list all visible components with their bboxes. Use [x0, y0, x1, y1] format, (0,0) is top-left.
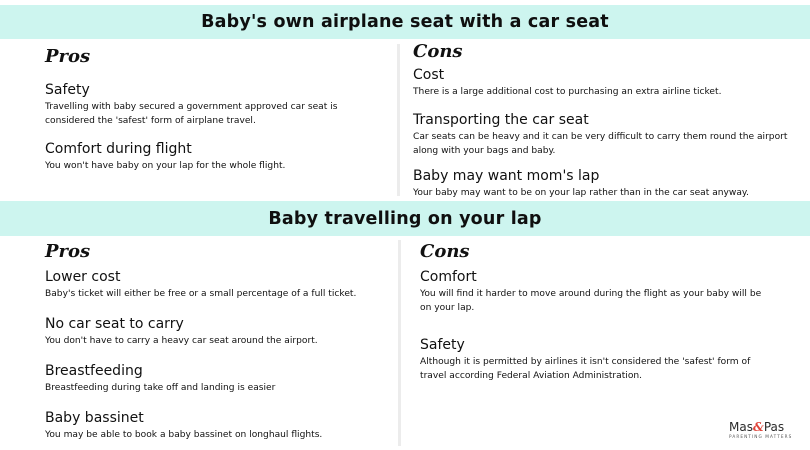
column-divider [398, 240, 401, 446]
pro-item-no-car-seat [45, 316, 390, 348]
section-title-lap: Baby travelling on your lap [0, 201, 810, 236]
con-item-transporting [413, 112, 793, 158]
cons-heading: Cons [420, 241, 470, 262]
item-description: Car seats can be heavy and it can be very difficult to carry them round the airport along with your bags and baby. [413, 132, 788, 156]
item-title: Cost [413, 67, 445, 83]
item-title: Baby may want mom's lap [413, 168, 600, 184]
item-description: There is a large additional cost to purchasing an extra airline ticket. [413, 87, 722, 97]
item-description: Your baby may want to be on your lap rather than in the car seat anyway. [413, 188, 749, 198]
item-title: Safety [420, 337, 465, 353]
item-title: Safety [45, 82, 90, 98]
item-description: You may be able to book a baby bassinet on longhaul flights. [45, 430, 323, 440]
lap-pros-column [45, 242, 390, 447]
logo-word-mas: Mas [729, 420, 753, 434]
pro-item-lower-cost [45, 269, 390, 301]
masandpas-logo [729, 421, 793, 443]
section-title-car-seat: Baby's own airplane seat with a car seat [0, 5, 810, 39]
lap-cons-column [420, 242, 775, 392]
pro-item-breastfeeding [45, 363, 390, 395]
logo-ampersand: & [752, 420, 764, 434]
con-item-safety [420, 337, 775, 383]
item-description: Travelling with baby secured a government approved car seat is considered the 'safest' form of airplane travel. [45, 102, 338, 126]
item-description: Although it is permitted by airlines it isn't considered the 'safest' form of travel according Federal Aviation Administration. [420, 357, 751, 381]
item-description: You will find it harder to move around during the flight as your baby will be on your lap. [420, 289, 762, 313]
car-seat-pros-column [45, 47, 385, 197]
logo-wordmark [729, 421, 793, 434]
item-description: You don't have to carry a heavy car seat around the airport. [45, 336, 318, 346]
pro-item-bassinet [45, 410, 390, 442]
column-divider [397, 44, 400, 196]
item-title: Baby bassinet [45, 410, 144, 426]
item-title: Transporting the car seat [413, 112, 589, 128]
con-item-comfort [420, 269, 775, 315]
item-description: You won't have baby on your lap for the whole flight. [45, 161, 286, 171]
con-item-moms-lap [413, 168, 793, 200]
logo-word-pas: Pas [763, 420, 785, 434]
logo-tagline: PARENTING MATTERS [729, 434, 793, 439]
item-title: Breastfeeding [45, 363, 143, 379]
cons-heading: Cons [413, 41, 463, 62]
item-description: Baby's ticket will either be free or a small percentage of a full ticket. [45, 289, 357, 299]
item-description: Breastfeeding during take off and landing is easier [45, 383, 276, 393]
pro-item-comfort [45, 141, 385, 173]
item-title: No car seat to carry [45, 316, 184, 332]
pro-item-safety [45, 82, 385, 128]
item-title: Comfort during flight [45, 141, 192, 157]
pros-heading: Pros [45, 46, 91, 67]
item-title: Comfort [420, 269, 477, 285]
item-title: Lower cost [45, 269, 121, 285]
con-item-cost [413, 67, 793, 99]
car-seat-cons-column [413, 42, 793, 200]
pros-heading: Pros [45, 241, 91, 262]
